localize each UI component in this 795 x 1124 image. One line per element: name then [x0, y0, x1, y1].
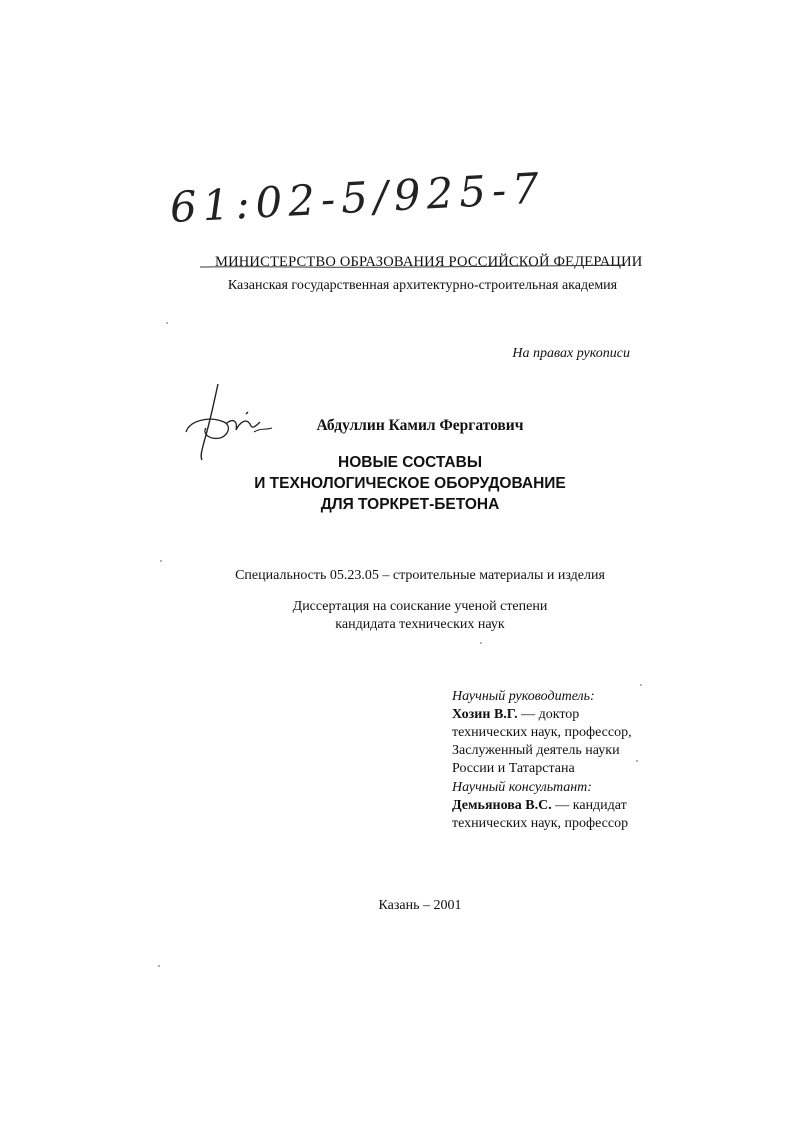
consultant-first-line: [452, 797, 628, 815]
scan-speck: [160, 560, 162, 562]
consultant-line: технических наук, профессор: [452, 816, 629, 831]
academy-name: Казанская государственная архитектурно-строительная академия: [227, 278, 618, 293]
advisor-line: технических наук, профессор,: [452, 725, 632, 740]
advisor-label: Научный руководитель:: [452, 689, 595, 704]
title-line: И ТЕХНОЛОГИЧЕСКОЕ ОБОРУДОВАНИЕ: [254, 475, 566, 492]
dissertation-degree: [200, 598, 640, 634]
title-line: ДЛЯ ТОРКРЕТ-БЕТОНА: [320, 496, 500, 513]
author-name: Абдуллин Камил Фергатович: [316, 417, 524, 434]
advisor-line: России и Татарстана: [452, 761, 575, 776]
advisor-degree-start: — доктор: [517, 707, 580, 722]
advisor-line: Заслуженный деятель науки: [452, 743, 620, 758]
consultant-label: Научный консультант:: [452, 780, 592, 795]
ministry-heading: МИНИСТЕРСТВО ОБРАЗОВАНИЯ РОССИЙСКОЙ ФЕДЕРАЦИИ: [215, 254, 643, 270]
degree-line: Диссертация на соискание ученой степени: [292, 599, 548, 614]
scientific-advisor-block: [452, 688, 632, 778]
scan-speck: [636, 760, 638, 762]
ministry-strikethrough-line: [200, 264, 625, 270]
specialty-line: Специальность 05.23.05 – строительные материалы и изделия: [235, 568, 605, 583]
dissertation-title: [200, 452, 620, 515]
scan-speck: [480, 642, 482, 644]
scan-speck: [158, 965, 160, 967]
consultant-degree-start: — кандидат: [551, 798, 627, 813]
scan-speck: [166, 322, 168, 324]
degree-line: кандидата технических наук: [335, 617, 505, 632]
consultant-name: Демьянова В.С.: [452, 798, 552, 813]
advisor-first-line: [452, 706, 632, 724]
handwritten-catalog-code: 61:02-5/925-7: [168, 163, 546, 232]
title-line: НОВЫЕ СОСТАВЫ: [338, 454, 482, 471]
manuscript-rights-note: На правах рукописи: [512, 346, 630, 361]
advisor-name: Хозин В.Г.: [452, 707, 518, 722]
city-year: Казань – 2001: [378, 898, 462, 913]
scientific-consultant-block: [452, 779, 628, 833]
scan-speck: [640, 684, 642, 686]
